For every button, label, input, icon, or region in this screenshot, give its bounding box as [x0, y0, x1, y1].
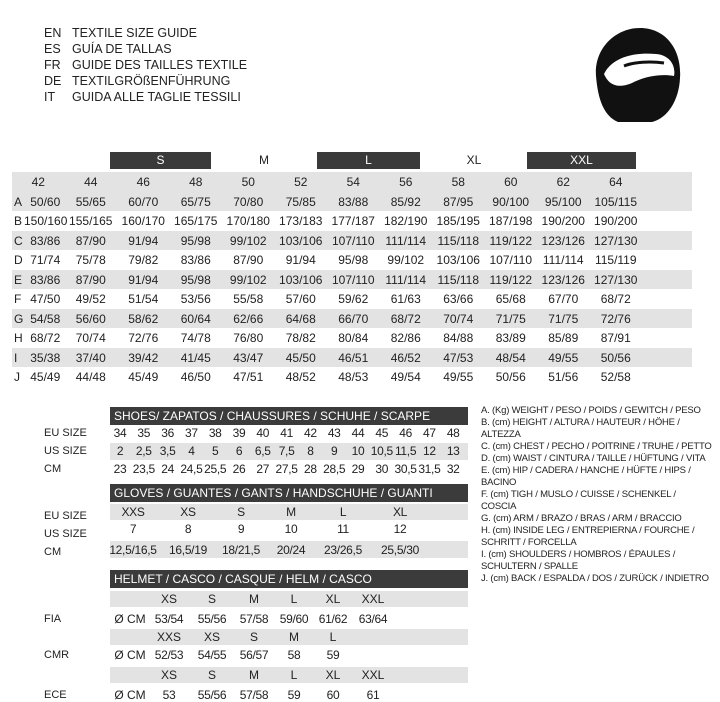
table-cell: Ø CM [114, 648, 146, 662]
table-cell: 177/187 [331, 214, 375, 228]
table-cell: 48/52 [285, 370, 316, 384]
table-cell: 107/110 [489, 253, 532, 267]
table-cell: 83/86 [30, 233, 61, 248]
table-cell: 65/68 [495, 292, 526, 306]
table-cell: XL [392, 505, 408, 519]
table-cell: 123/126 [541, 272, 585, 287]
lang-code: EN [44, 26, 62, 40]
lang-title: GUIDA ALLE TAGLIE TESSILI [72, 90, 241, 104]
table-cell: 7 [129, 522, 137, 536]
table-cell: 83/89 [495, 331, 526, 345]
legend-item: SCHRITT / FORCELLA [481, 537, 577, 548]
table-cell: 25,5/30 [381, 543, 419, 557]
table-cell: 12 [393, 522, 407, 536]
lang-title: GUIDE DES TAILLES TEXTILE [72, 58, 248, 72]
table-cell: 45/50 [285, 350, 316, 365]
table-cell: M [289, 630, 299, 644]
table-cell: 85/92 [390, 194, 421, 209]
table-cell: 3,5 [159, 444, 176, 458]
table-cell: 99/102 [229, 272, 267, 287]
row-label: H [14, 331, 23, 345]
row-label: E [14, 272, 23, 287]
table-cell: 91/94 [285, 253, 316, 267]
table-cell: 57/60 [285, 292, 316, 306]
table-cell: 160/170 [121, 214, 165, 228]
table-cell: 76/80 [233, 331, 264, 345]
lang-title: TEXTILGRÖßENFÜHRUNG [72, 74, 231, 88]
table-cell: 127/130 [594, 233, 638, 248]
table-cell: 9 [331, 444, 338, 458]
table-cell: 8 [307, 444, 314, 458]
row-label: CM [44, 463, 62, 475]
table-cell: XXS [121, 505, 145, 519]
table-cell: 66/70 [338, 311, 369, 326]
table-cell: 10 [351, 444, 365, 458]
table-cell: 46/51 [338, 350, 369, 365]
table-cell: 74/78 [180, 331, 211, 345]
table-cell: 10,5 [370, 444, 393, 458]
table-cell: 80/84 [338, 331, 369, 345]
table-cell: 65/75 [180, 194, 211, 209]
table-cell: S [207, 592, 216, 606]
table-cell: 39 [232, 426, 246, 440]
table-cell: 5 [212, 444, 219, 458]
lang-title: GUÍA DE TALLAS [72, 42, 172, 56]
table-cell: 84/88 [443, 331, 474, 345]
table-cell: 53/56 [180, 292, 211, 306]
size-header-cell: 60 [504, 175, 518, 189]
table-cell: 85/89 [548, 331, 579, 345]
size-group-label: XXL [570, 153, 593, 167]
table-cell: 44 [351, 426, 365, 440]
row-label: US SIZE [44, 528, 87, 540]
table-cell: 53 [162, 688, 176, 702]
table-cell: 150/160 [24, 214, 68, 228]
table-cell: 95/98 [338, 253, 369, 267]
table-cell: 44/48 [75, 370, 106, 384]
legend-item: G. (cm) ARM / BRAZO / BRAS / ARM / BRACCIO [481, 513, 682, 524]
table-cell: XS [160, 668, 177, 682]
table-cell: 75/78 [75, 253, 106, 267]
row-label: EU SIZE [44, 510, 87, 522]
table-cell: 95/100 [544, 194, 582, 209]
row-label: US SIZE [44, 445, 87, 457]
table-cell: S [207, 668, 216, 682]
table-cell: 111/114 [385, 272, 427, 287]
row-label: D [14, 253, 23, 267]
table-cell: 87/90 [233, 253, 264, 267]
table-cell: 16,5/19 [169, 543, 207, 557]
table-cell: 41/45 [180, 350, 211, 365]
table-cell: 190/200 [541, 214, 585, 228]
helmet-title: HELMET / CASCO / CASQUE / HELM / CASCO [110, 570, 468, 588]
table-cell: 54/55 [197, 648, 227, 662]
table-cell: 47 [423, 426, 436, 440]
table-cell: 68/72 [600, 292, 631, 306]
legend-item: F. (cm) TIGH / MUSLO / CUISSE / SCHENKEL / COSCIA [481, 489, 676, 512]
table-cell: 57/58 [239, 688, 269, 702]
table-cell: 49/54 [390, 370, 421, 384]
table-cell: 59/60 [279, 612, 309, 626]
table-cell: 107/110 [332, 272, 375, 287]
table-cell: 115/119 [594, 253, 637, 267]
table-cell: 99/102 [229, 233, 267, 248]
table-cell: 46 [399, 426, 412, 440]
table-cell: 87/90 [75, 272, 106, 287]
table-cell: 6,5 [254, 444, 271, 458]
table-cell: 111/114 [385, 233, 427, 248]
table-cell: 62/66 [233, 311, 264, 326]
table-cell: L [339, 505, 347, 519]
table-cell: 70/74 [443, 311, 474, 326]
table-cell: 70/80 [233, 194, 264, 209]
size-header-cell: 64 [609, 175, 623, 189]
table-cell: 190/200 [594, 214, 638, 228]
table-cell: 31,5 [418, 462, 441, 476]
table-cell: 47/50 [30, 292, 61, 306]
table-cell: 13 [446, 444, 460, 458]
table-cell: 61 [366, 688, 380, 702]
table-cell: 30 [375, 462, 389, 476]
table-cell: 38 [208, 426, 222, 440]
measurement-legend [481, 405, 713, 585]
table-cell: 24 [161, 462, 174, 476]
lang-line [44, 73, 230, 89]
table-cell: 37/40 [75, 350, 106, 365]
table-cell: 11 [337, 522, 349, 536]
table-cell: 9 [237, 522, 245, 536]
table-cell: 90/100 [492, 194, 530, 209]
table-cell: M [249, 592, 259, 606]
table-cell: 7,5 [278, 444, 295, 458]
table-cell: 72/76 [600, 311, 631, 326]
table-cell: 170/180 [226, 214, 270, 228]
table-cell: 37 [185, 426, 198, 440]
size-header-cell: 56 [399, 175, 413, 189]
helmet-icon [578, 18, 690, 130]
size-group-label: S [156, 153, 165, 167]
table-cell: 35/38 [30, 350, 61, 365]
table-cell: 68/72 [390, 311, 421, 326]
table-cell: 55/56 [197, 612, 227, 626]
table-cell: 103/106 [436, 253, 480, 267]
table-cell: 23 [113, 462, 127, 476]
lang-line [44, 89, 241, 105]
table-cell: 52/53 [154, 648, 184, 662]
table-cell: 27 [256, 462, 270, 476]
table-cell: XXL [361, 592, 385, 606]
row-label: CMR [44, 649, 70, 661]
table-cell: 119/122 [489, 272, 532, 287]
row-label: EU SIZE [44, 427, 87, 439]
table-cell: 58/62 [128, 311, 159, 326]
legend-item: I. (cm) SHOULDERS / HOMBROS / ÉPAULES / [481, 549, 676, 560]
lang-line [44, 25, 197, 41]
table-cell: 46/50 [180, 370, 211, 384]
table-cell: XXL [361, 668, 385, 682]
size-header-cell: 42 [31, 175, 45, 189]
table-cell: 49/55 [443, 370, 474, 384]
table-cell: 28 [304, 462, 317, 476]
table-cell: 119/122 [489, 233, 532, 248]
table-cell: 75/85 [285, 194, 316, 209]
table-cell: 111/114 [542, 253, 584, 267]
table-cell: 11,5 [394, 444, 417, 458]
row-label: B [14, 214, 23, 228]
table-cell: 39/42 [128, 350, 159, 365]
table-cell: 70/74 [75, 331, 106, 345]
table-cell: 26 [232, 462, 246, 476]
table-cell: XXS [156, 630, 181, 644]
table-cell: M [286, 505, 296, 519]
size-header-cell: 50 [241, 175, 255, 189]
table-cell: XS [180, 505, 196, 519]
table-cell: 57/58 [239, 612, 269, 626]
table-cell: 59 [326, 648, 340, 662]
row-label: CM [44, 546, 62, 558]
table-cell: 165/175 [174, 214, 218, 228]
table-cell: S [237, 505, 245, 519]
legend-item: B. (cm) HEIGHT / ALTURA / HAUTEUR / HÖHE / ALTEZZA [481, 417, 680, 440]
row-label: I [14, 350, 18, 365]
table-cell: 28,5 [323, 462, 346, 476]
size-group-label: XL [466, 153, 482, 167]
table-cell: 63/66 [443, 292, 474, 306]
table-cell: 67/70 [548, 292, 579, 306]
table-cell: XS [203, 630, 220, 644]
row-label: C [14, 233, 23, 248]
table-cell: 25,5 [204, 462, 227, 476]
table-cell: L [290, 592, 298, 606]
legend-item: H. (cm) INSIDE LEG / ENTREPIERNA / FOURCHE / [481, 525, 695, 536]
table-cell: S [249, 630, 258, 644]
table-cell: 35 [137, 426, 151, 440]
table-cell: 95/98 [180, 233, 211, 248]
table-cell: M [249, 668, 259, 682]
table-cell: 8 [184, 522, 192, 536]
legend-item: SCHULTERN / SPALLE [481, 561, 578, 572]
table-cell: 155/165 [69, 214, 113, 228]
table-cell: 58 [287, 648, 301, 662]
size-header-cell: 52 [294, 175, 308, 189]
table-cell: 49/55 [548, 350, 579, 365]
table-cell: 105/115 [594, 194, 637, 209]
table-cell: 6 [235, 444, 243, 458]
table-cell: 115/118 [437, 233, 480, 248]
table-cell: 60/70 [128, 194, 159, 209]
table-cell: 32 [446, 462, 460, 476]
table-cell: 59/62 [338, 292, 369, 306]
size-header-cell: 44 [84, 175, 98, 189]
size-header-cell: 46 [136, 175, 150, 189]
table-cell: 12 [423, 444, 436, 458]
table-cell: 55/65 [75, 194, 106, 209]
table-cell: XL [325, 592, 341, 606]
table-cell: 50/56 [495, 370, 526, 384]
size-header-cell: 54 [346, 175, 360, 189]
legend-item: C. (cm) CHEST / PECHO / POITRINE / TRUHE / PETTO [481, 441, 712, 452]
lang-line [44, 41, 172, 57]
table-cell: 40 [256, 426, 270, 440]
table-cell: 87/90 [75, 233, 106, 248]
table-cell: 187/198 [489, 214, 533, 228]
lang-code: IT [44, 90, 56, 104]
table-cell: 71/75 [495, 311, 526, 326]
table-cell: 127/130 [594, 272, 638, 287]
row-label: F [14, 292, 22, 306]
table-cell: 36 [161, 426, 174, 440]
table-cell: XL [325, 668, 341, 682]
table-cell: L [290, 668, 298, 682]
table-cell: 123/126 [541, 233, 585, 248]
table-cell: 20/24 [276, 543, 306, 557]
row-label: J [14, 370, 20, 384]
table-cell: 30,5 [394, 462, 417, 476]
table-cell: 51/54 [128, 292, 159, 306]
table-cell: 43 [327, 426, 341, 440]
gloves-title: GLOVES / GUANTES / GANTS / HANDSCHUHE / GUANTI [110, 484, 468, 502]
table-cell: 34 [113, 426, 127, 440]
table-cell: 60/64 [180, 311, 211, 326]
table-cell: 68/72 [30, 331, 61, 345]
table-cell: 4 [188, 444, 195, 458]
table-cell: 87/91 [600, 331, 631, 345]
table-cell: 46/52 [390, 350, 421, 365]
table-cell: 12,5/16,5 [109, 543, 157, 557]
table-cell: 18/21,5 [222, 543, 260, 557]
lang-title: TEXTILE SIZE GUIDE [72, 26, 198, 40]
table-cell: 61/62 [318, 612, 348, 626]
lang-code: ES [44, 42, 61, 56]
table-cell: 45/49 [128, 370, 159, 384]
lang-code: DE [44, 74, 62, 88]
table-cell: 56/60 [75, 311, 106, 326]
table-cell: 50/60 [30, 194, 61, 209]
table-cell: 54/58 [30, 311, 61, 326]
table-cell: 83/86 [30, 272, 61, 287]
table-cell: 42 [304, 426, 317, 440]
table-cell: 185/195 [436, 214, 480, 228]
table-cell: 23,5 [132, 462, 155, 476]
table-cell: 83/86 [180, 253, 211, 267]
table-cell: 50/56 [600, 350, 631, 365]
table-cell: 29 [351, 462, 365, 476]
table-cell: 10 [284, 522, 298, 536]
table-cell: 61/63 [390, 292, 421, 306]
legend-item: D. (cm) WAIST / CINTURA / TAILLE / HÜFTUNG / VITA [481, 453, 706, 464]
table-cell: 99/102 [387, 253, 425, 267]
table-cell: 55/56 [197, 688, 227, 702]
table-cell: 91/94 [128, 272, 159, 287]
table-cell: Ø CM [114, 612, 146, 626]
table-cell: 45/49 [30, 370, 61, 384]
table-cell: 47/51 [233, 370, 264, 384]
table-cell: 45 [375, 426, 389, 440]
table-cell: 83/88 [338, 194, 369, 209]
table-cell: 48/53 [338, 370, 369, 384]
table-cell: 59 [287, 688, 301, 702]
table-cell: 55/58 [233, 292, 264, 306]
table-cell: 72/76 [128, 331, 159, 345]
table-cell: 79/82 [128, 253, 159, 267]
table-cell: Ø CM [114, 688, 146, 702]
shoes-title: SHOES/ ZAPATOS / CHAUSSURES / SCHUHE / SCARPE [110, 407, 468, 425]
table-cell: L [329, 630, 337, 644]
table-cell: 24,5 [180, 462, 203, 476]
size-header-cell: 58 [451, 175, 465, 189]
table-cell: 2,5 [135, 444, 152, 458]
table-cell: 82/86 [390, 331, 421, 345]
table-cell: XS [160, 592, 177, 606]
table-cell: 103/106 [279, 233, 323, 248]
table-cell: 115/118 [437, 272, 480, 287]
row-label: ECE [44, 689, 67, 701]
table-cell: 41 [280, 426, 293, 440]
table-cell: 78/82 [285, 331, 316, 345]
legend-item: E. (cm) HIP / CADERA / HANCHE / HÜFTE / HIPS / BACINO [481, 465, 691, 488]
table-cell: 95/98 [180, 272, 211, 287]
size-group-label: L [365, 153, 372, 167]
table-cell: 71/75 [548, 311, 579, 326]
size-group-label: M [259, 153, 269, 167]
table-cell: 173/183 [279, 214, 323, 228]
table-cell: 47/53 [443, 350, 474, 365]
table-cell: 48 [446, 426, 460, 440]
table-cell: 56/57 [239, 648, 269, 662]
table-cell: 43/47 [233, 350, 264, 365]
table-cell: 87/95 [443, 194, 474, 209]
table-cell: 51/56 [548, 370, 579, 384]
table-cell: 27,5 [275, 462, 298, 476]
row-label: G [14, 311, 24, 326]
size-header-cell: 62 [556, 175, 570, 189]
table-cell: 64/68 [285, 311, 316, 326]
row-label: FIA [44, 613, 62, 625]
table-cell: 48/54 [495, 350, 526, 365]
table-cell: 103/106 [279, 272, 323, 287]
table-cell: 53/54 [154, 612, 184, 626]
size-header-cell: 48 [189, 175, 203, 189]
table-cell: 182/190 [384, 214, 428, 228]
table-cell: 49/52 [75, 292, 106, 306]
table-cell: 91/94 [128, 233, 159, 248]
table-cell: 107/110 [332, 233, 375, 248]
table-cell: 23/26,5 [324, 543, 362, 557]
lang-code: FR [44, 58, 61, 72]
lang-line [44, 57, 247, 73]
table-cell: 52/58 [600, 370, 631, 384]
table-cell: 60 [326, 688, 340, 702]
row-label: A [14, 194, 23, 209]
legend-item: J. (cm) BACK / ESPALDA / DOS / ZURÜCK / INDIETRO [481, 573, 709, 584]
table-cell: 63/64 [358, 612, 388, 626]
table-cell: 2 [116, 444, 124, 458]
table-cell: 71/74 [30, 253, 61, 267]
legend-item: A. (Kg) WEIGHT / PESO / POIDS / GEWITCH / PESO [481, 405, 701, 416]
